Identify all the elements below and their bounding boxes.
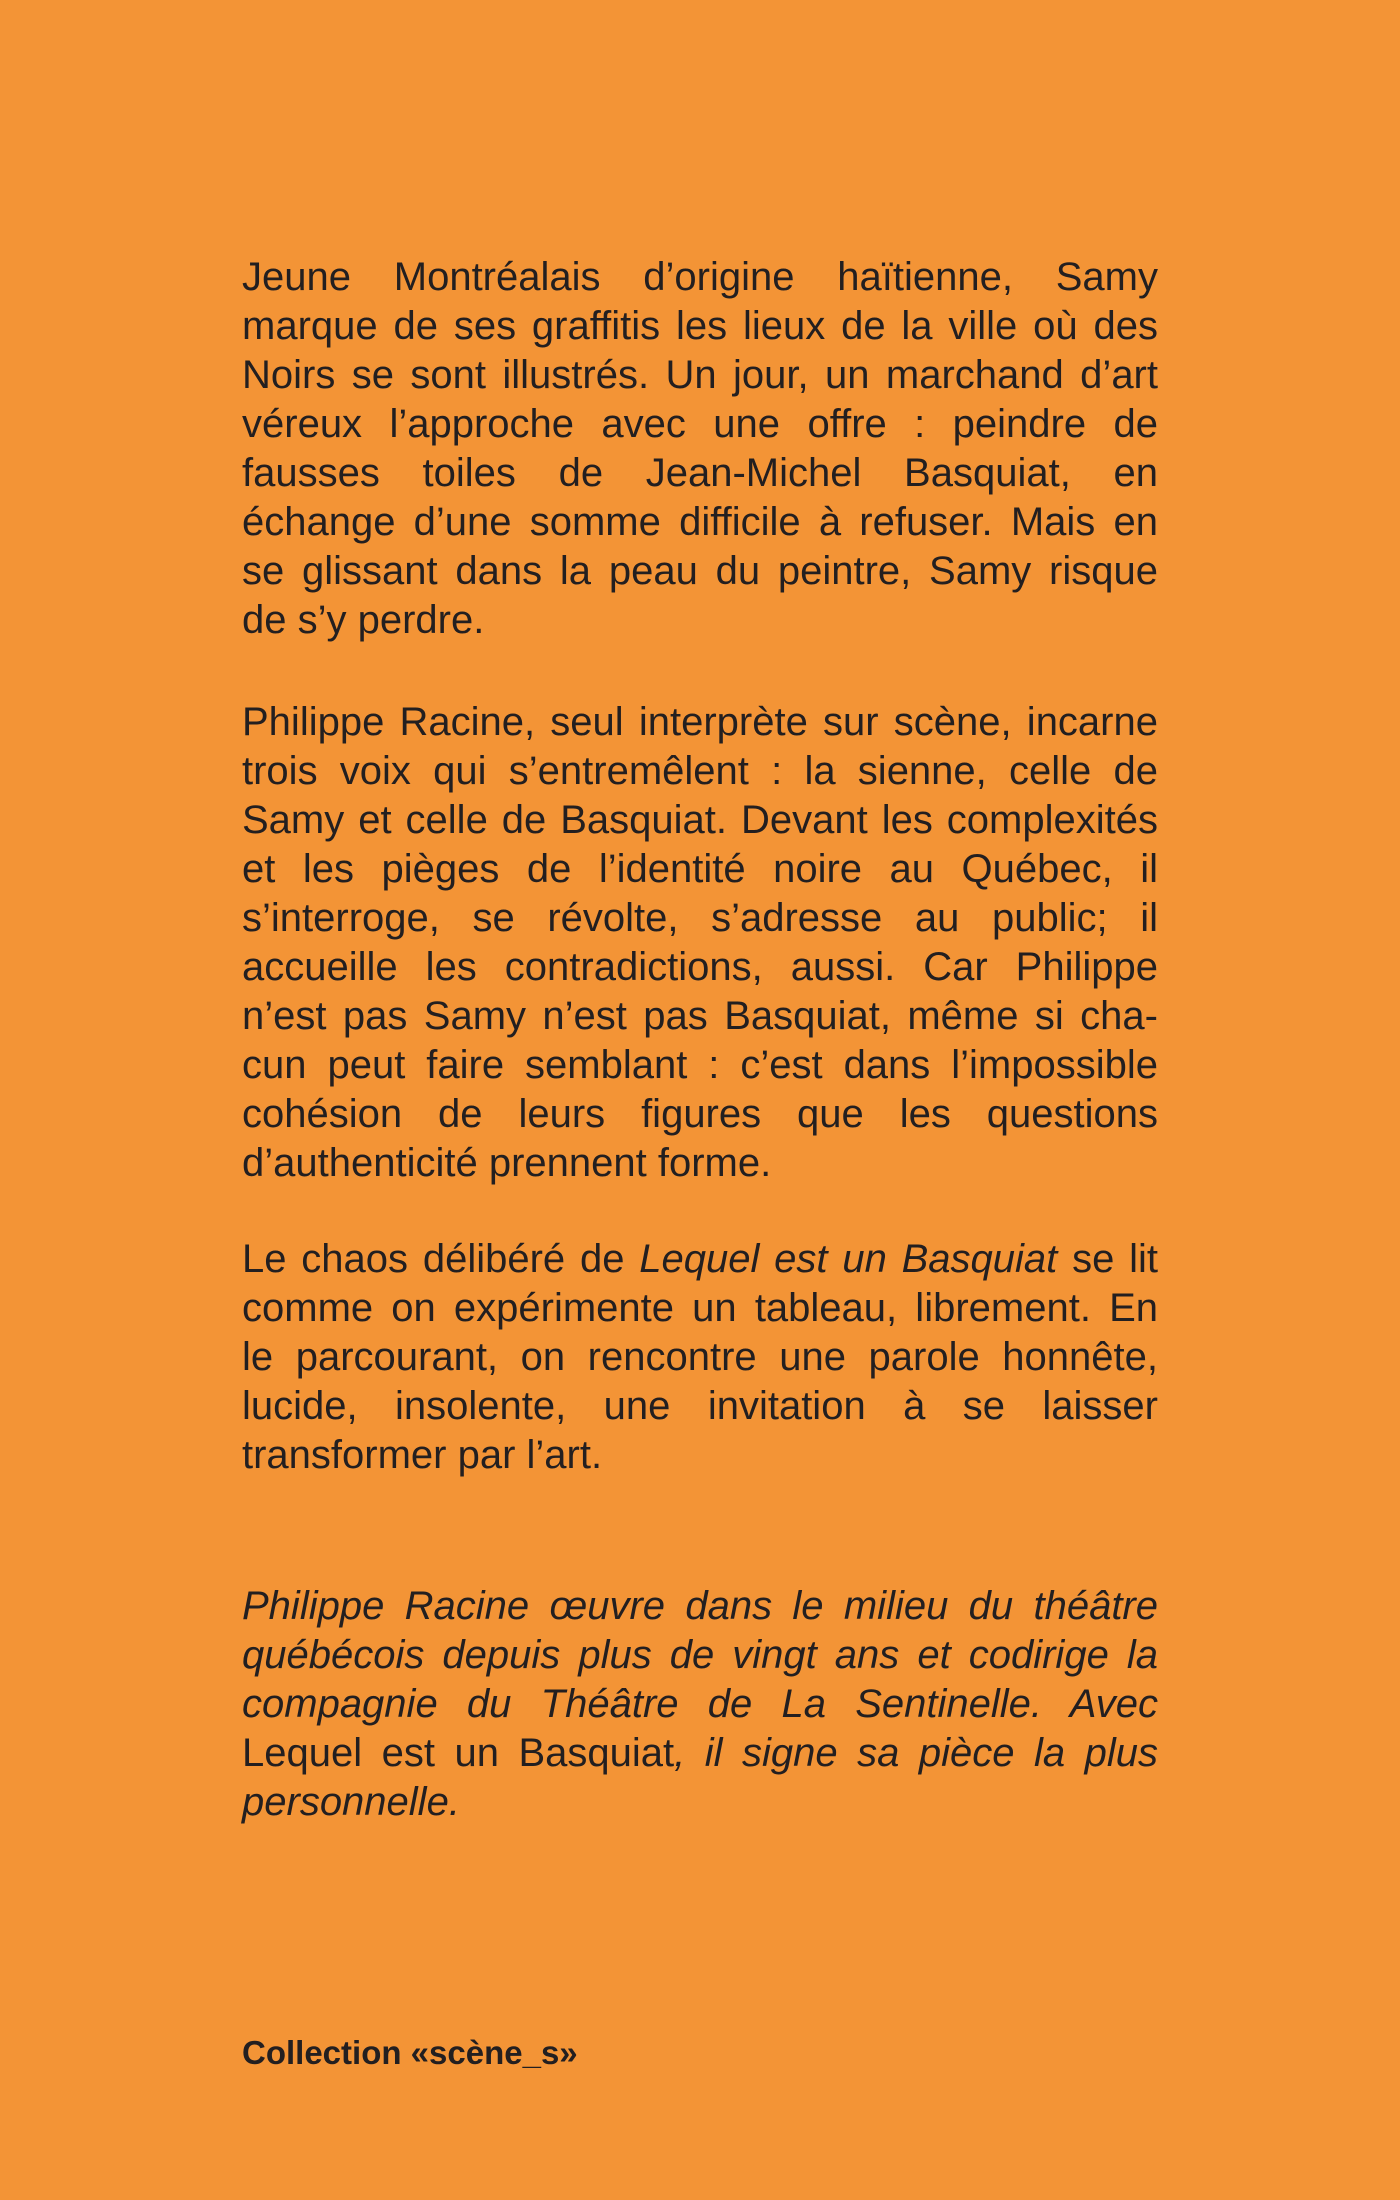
author-bio-part-1: Philippe Racine œuvre dans le milieu du théâtre québécois depuis plus de vingt ans et codirige la compagnie du Théâtre de La Sentinelle. Avec (242, 1584, 1158, 1726)
synopsis-paragraph-1-text: Jeune Montréalais d’origine haïtienne, Samy marque de ses graffitis les lieux de la ville où des Noirs se sont illustrés. Un jour, un marchand d’art véreux l’approche avec une offre : peindre de fausses toiles de Jean-Michel Basquiat, en échange d’une somme difficile à refuser. Mais en se glissant dans la peau du peintre, Samy risque de s’y perdre. (242, 255, 1158, 642)
author-bio-text (242, 1582, 1158, 1827)
author-bio-part-2: , il signe sa pièce la plus personnelle. (242, 1731, 1158, 1824)
play-title: Lequel est un Basquiat (639, 1237, 1058, 1281)
author-bio (242, 1582, 1158, 1827)
collection-label: Collection «scène_s» (242, 2034, 578, 2071)
author-bio-play-title: Lequel est un Basquiat (242, 1731, 675, 1775)
paragraph-3-lead-text: Le chaos délibéré de (242, 1237, 640, 1281)
synopsis-paragraph-2-text: Philippe Racine, seul interprète sur scène, incarne trois voix qui s’entremêlent : la sienne, celle de Samy et celle de Basquiat. Devant les complexités et les pièges de l’identité noire au Québec, il s’interroge, se révolte, s’adresse au public; il accueille les contradictions, aussi. Car Philippe n’est pas Samy n’est pas Basquiat, même si chacun peut faire semblant : c’est dans l’impossible cohésion de leurs figures que les questions d’authenticité prennent forme. (242, 700, 1158, 1185)
synopsis-paragraph-3-text (242, 1235, 1158, 1480)
paragraph-3-rest-text: se lit comme on expérimente un tableau, librement. En le parcourant, on rencontre une parole honnête, lucide, insolente, une invitation à se laisser transformer par l’art. (242, 1237, 1159, 1477)
synopsis-paragraph-3 (242, 1235, 1158, 1480)
synopsis-paragraph-2 (242, 698, 1158, 1188)
synopsis-paragraph-1 (242, 253, 1158, 645)
